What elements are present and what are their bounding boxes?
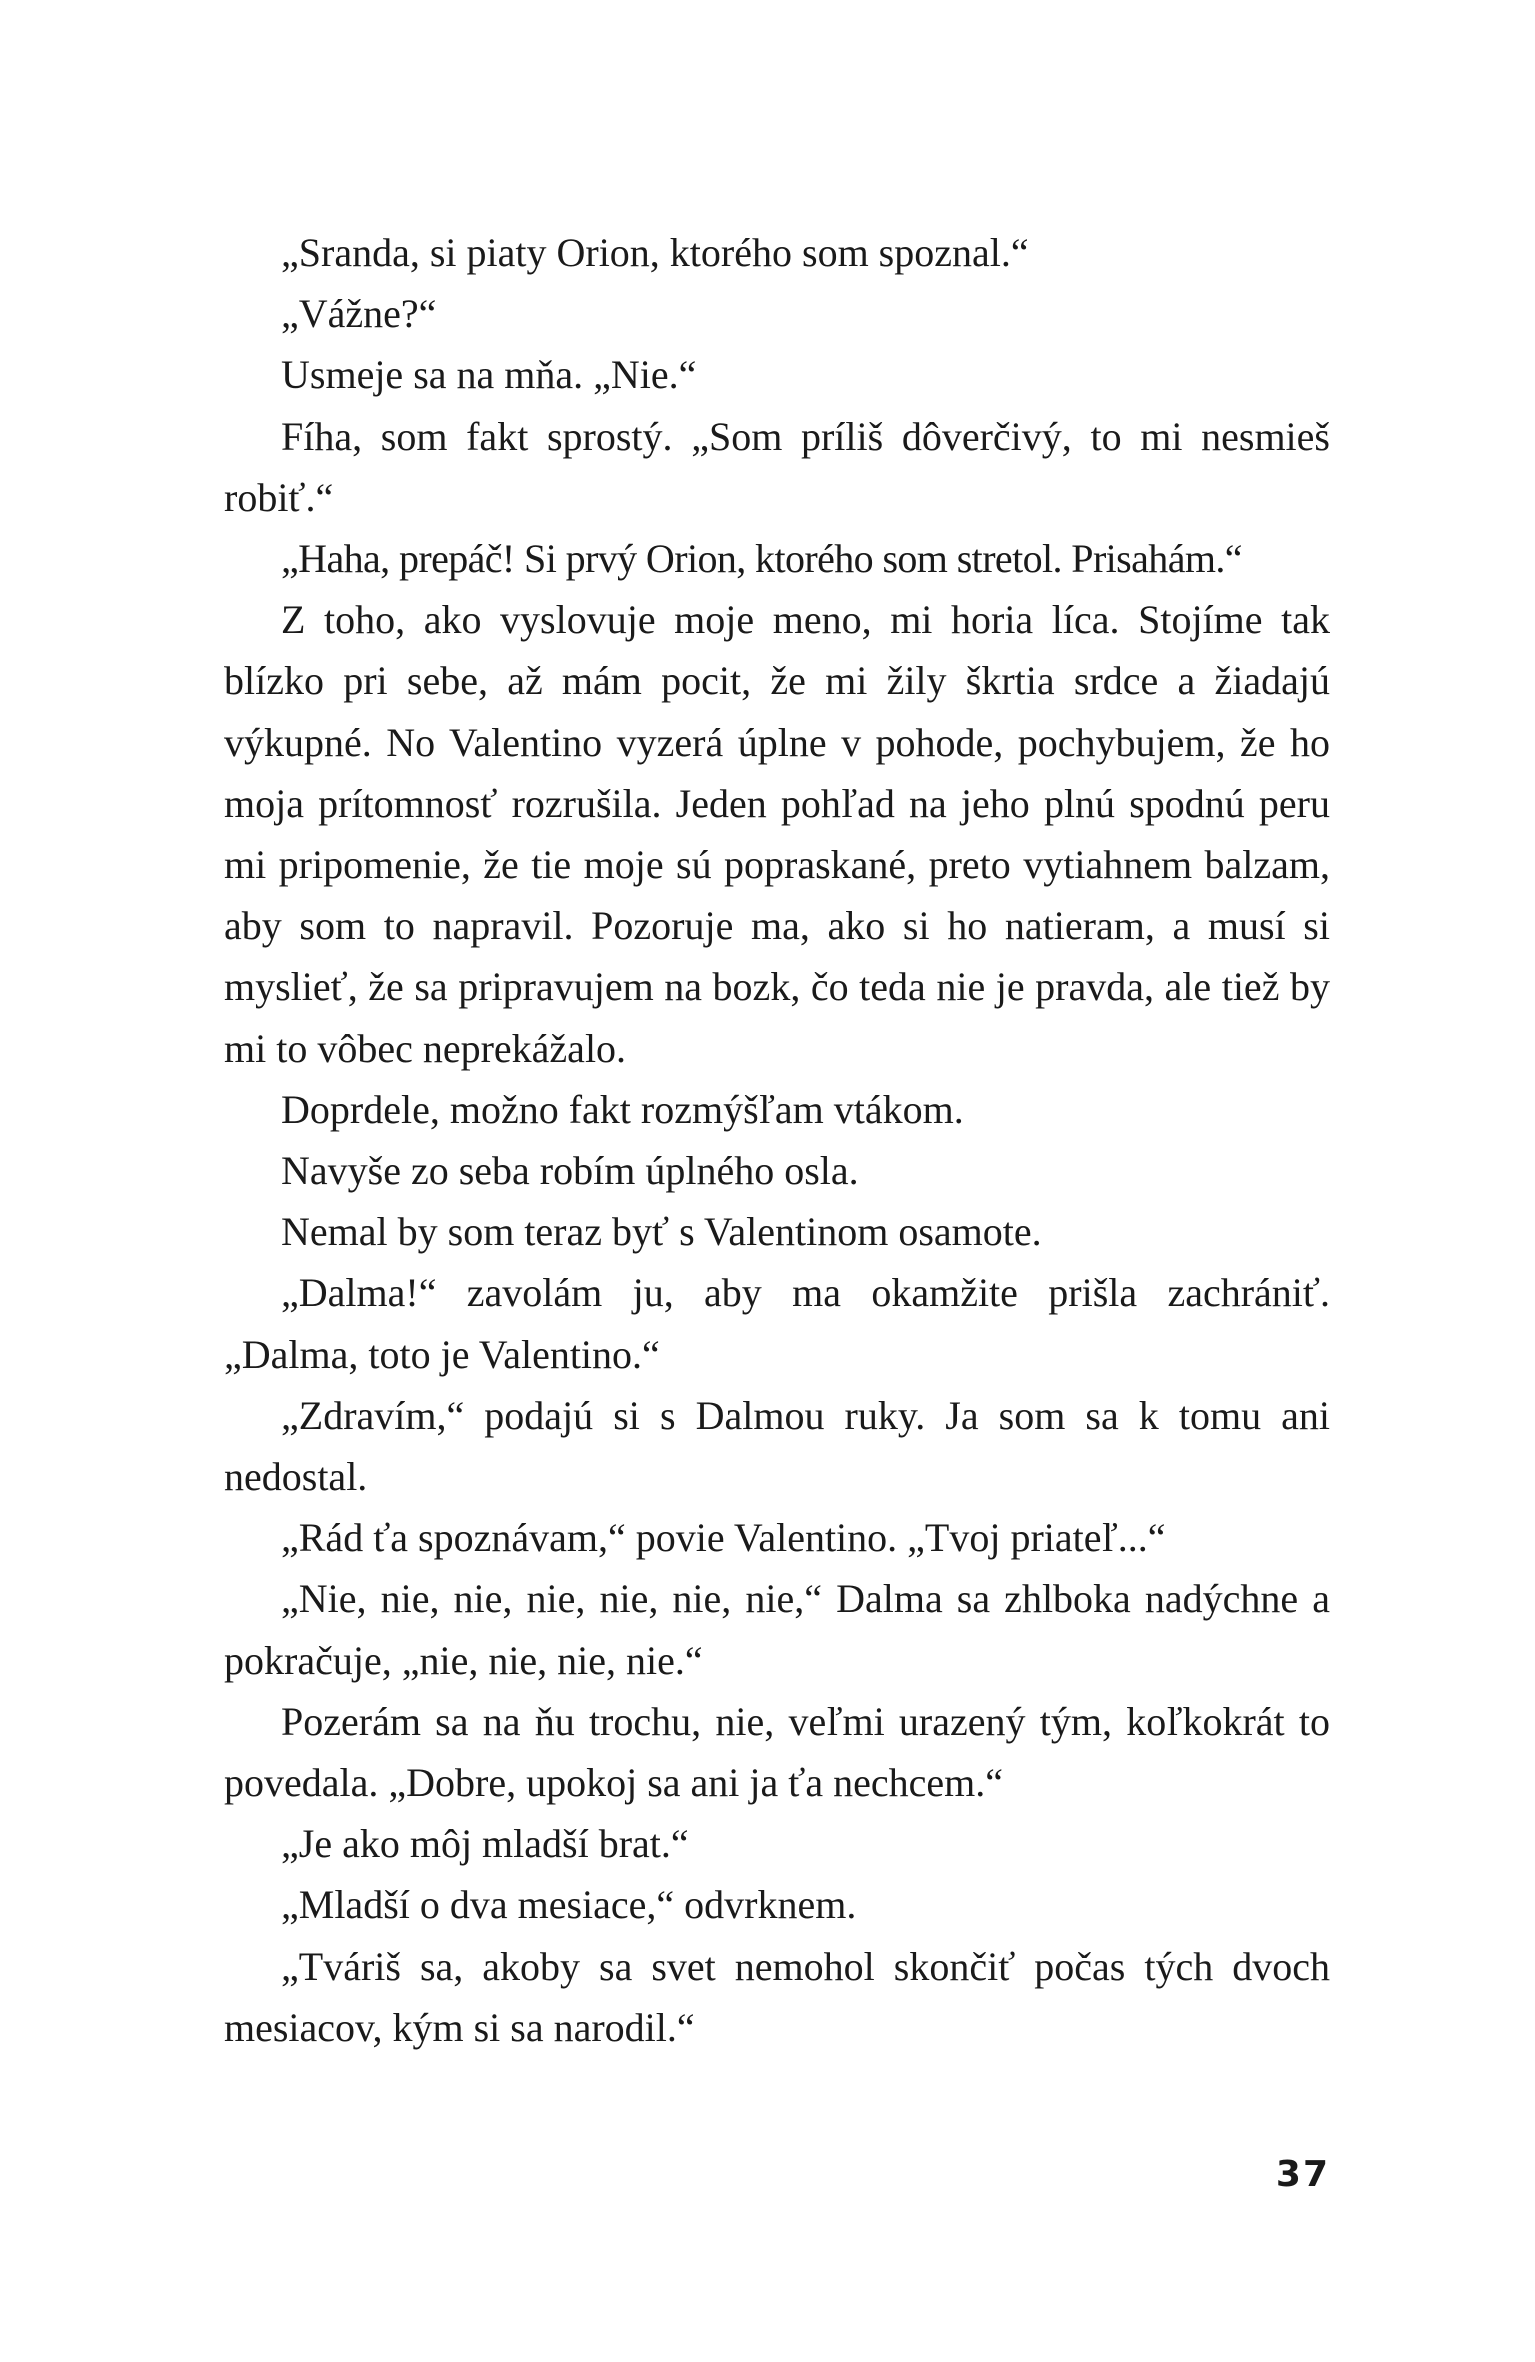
paragraph: „Tváriš sa, akoby sa svet nemohol skončiť počas tých dvoch mesiacov, kým si sa narodil.“ bbox=[224, 1943, 1330, 2050]
paragraph: „Vážne?“ bbox=[281, 291, 437, 337]
paragraph: „Mladší o dva mesiace,“ odvrknem. bbox=[281, 1882, 857, 1928]
page-number: 37 bbox=[1275, 2154, 1330, 2195]
paragraph: Pozerám sa na ňu trochu, nie, veľmi urazený tým, koľkokrát to povedala. „Dobre, upokoj sa ani ja ťa nechcem.“ bbox=[224, 1698, 1330, 1806]
paragraph: „Dalma!“ zavolám ju, aby ma okamžite prišla zachrániť. „Dalma, toto je Valentino.“ bbox=[224, 1270, 1330, 1377]
paragraph: „Nie, nie, nie, nie, nie, nie, nie,“ Dalma sa zhlboka nadýchne a pokračuje, „nie, nie, nie, nie.“ bbox=[224, 1576, 1330, 1683]
paragraph: „Rád ťa spoznávam,“ povie Valentino. „Tvoj priateľ...“ bbox=[281, 1515, 1166, 1561]
paragraph: „Haha, prepáč! Si prvý Orion, ktorého som stretol. Prisahám.“ bbox=[281, 536, 1242, 582]
paragraph: Navyše zo seba robím úplného osla. bbox=[281, 1148, 859, 1194]
body-text bbox=[224, 222, 1330, 2058]
paragraph: Usmeje sa na mňa. „Nie.“ bbox=[281, 352, 697, 398]
paragraph: „Zdravím,“ podajú si s Dalmou ruky. Ja som sa k tomu ani nedostal. bbox=[224, 1392, 1330, 1500]
paragraph: „Je ako môj mladší brat.“ bbox=[281, 1821, 689, 1867]
paragraph: „Sranda, si piaty Orion, ktorého som spoznal.“ bbox=[281, 230, 1029, 275]
paragraph: Doprdele, možno fakt rozmýšľam vtákom. bbox=[281, 1086, 964, 1132]
paragraph: Fíha, som fakt sprostý. „Som príliš dôverčivý, to mi nesmieš robiť.“ bbox=[224, 413, 1330, 520]
paragraph: Z toho, ako vyslovuje moje meno, mi horia líca. Stojíme tak blízko pri sebe, až mám pocit, že mi žily škrtia srdce a žiadajú výkupné. No Valentino vyzerá úplne v pohode, pochybujem, že ho moja prítomnosť rozrušila. Jeden pohľad na jeho plnú spodnú peru mi pripomenie, že tie moje sú popraskané, preto vytiahnem balzam, aby som to napravil. Pozoruje ma, ako si ho natieram, a musí si myslieť, že sa pripravujem na bozk, čo teda nie je pravda, ale tiež by mi to vôbec neprekážalo. bbox=[224, 597, 1330, 1071]
paragraph: Nemal by som teraz byť s Valentinom osamote. bbox=[281, 1209, 1042, 1255]
